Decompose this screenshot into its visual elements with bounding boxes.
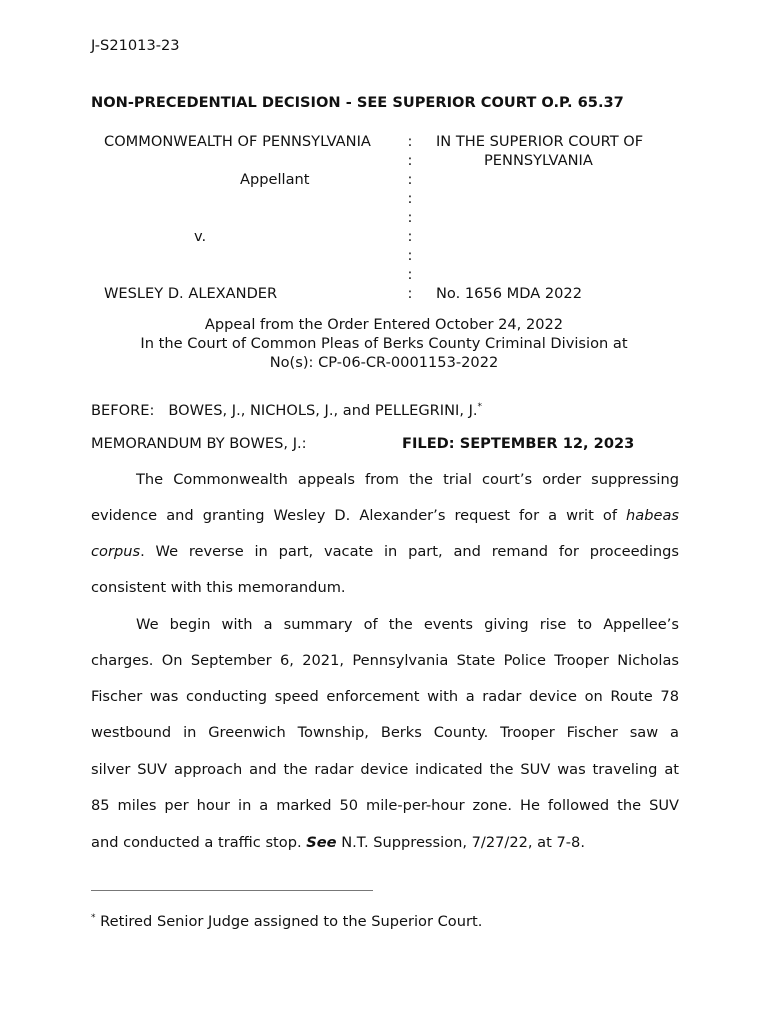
filed-date: FILED: SEPTEMBER 12, 2023 bbox=[402, 435, 635, 452]
plaintiff-role: Appellant bbox=[240, 171, 310, 188]
footnote-divider bbox=[91, 890, 373, 891]
defendant-name: WESLEY D. ALEXANDER bbox=[104, 285, 278, 302]
panel-judges: BOWES, J., NICHOLS, J., and PELLEGRINI, J. bbox=[168, 402, 478, 419]
body-text: N.T. Suppression, 7/27/22, at 7-8. bbox=[336, 834, 585, 851]
caption-colon: : bbox=[407, 228, 413, 245]
caption-colon: : bbox=[407, 152, 413, 169]
body-text: . We reverse in part, vacate in part, and remand for proceedings bbox=[140, 543, 679, 560]
body-line: consistent with this memorandum. bbox=[91, 579, 346, 596]
body-line: We begin with a summary of the events giving rise to Appellee’s bbox=[136, 616, 679, 633]
footnote bbox=[91, 913, 482, 930]
caption-divider bbox=[404, 132, 416, 303]
appeal-info bbox=[91, 315, 677, 372]
versus-label: v. bbox=[194, 228, 207, 245]
body-text: and conducted a traffic stop. bbox=[91, 834, 307, 851]
body-line bbox=[91, 543, 679, 560]
case-number: No. 1656 MDA 2022 bbox=[436, 285, 582, 302]
body-line bbox=[91, 507, 679, 524]
body-line bbox=[91, 834, 585, 851]
caption-colon: : bbox=[407, 190, 413, 207]
citation-signal: See bbox=[306, 834, 337, 851]
body-line: silver SUV approach and the radar device indicated the SUV was traveling at bbox=[91, 761, 679, 778]
body-text: evidence and granting Wesley D. Alexander’s request for a writ of bbox=[91, 507, 617, 524]
court-name-line1: IN THE SUPERIOR COURT OF bbox=[436, 133, 644, 150]
nonprecedential-notice: NON-PRECEDENTIAL DECISION - SEE SUPERIOR COURT O.P. 65.37 bbox=[91, 94, 624, 111]
footnote-text: Retired Senior Judge assigned to the Superior Court. bbox=[95, 913, 483, 930]
caption-colon: : bbox=[407, 133, 413, 150]
caption-colon: : bbox=[407, 285, 413, 302]
court-name-line2: PENNSYLVANIA bbox=[484, 152, 593, 169]
docket-number: J-S21013-23 bbox=[91, 37, 180, 54]
italic-term: corpus bbox=[91, 543, 141, 560]
appeal-line: Appeal from the Order Entered October 24, 2022 bbox=[204, 316, 564, 333]
body-line: The Commonwealth appeals from the trial court’s order suppressing bbox=[136, 471, 679, 488]
footnote-mark: * bbox=[91, 913, 96, 924]
appeal-line: No(s): CP-06-CR-0001153-2022 bbox=[269, 354, 499, 371]
caption-colon: : bbox=[407, 209, 413, 226]
body-line: Fischer was conducting speed enforcement with a radar device on Route 78 bbox=[91, 688, 679, 705]
caption-colon: : bbox=[407, 171, 413, 188]
before-line bbox=[91, 402, 482, 419]
body-line: 85 miles per hour in a marked 50 mile-per-hour zone. He followed the SUV bbox=[91, 797, 679, 814]
appeal-line: In the Court of Common Pleas of Berks County Criminal Division at bbox=[140, 335, 628, 352]
plaintiff-name: COMMONWEALTH OF PENNSYLVANIA bbox=[104, 133, 371, 150]
memorandum-author: MEMORANDUM BY BOWES, J.: bbox=[91, 435, 307, 452]
caption-colon: : bbox=[407, 266, 413, 283]
italic-term: habeas bbox=[626, 507, 680, 524]
body-line: charges. On September 6, 2021, Pennsylvania State Police Trooper Nicholas bbox=[91, 652, 679, 669]
footnote-marker[interactable]: * bbox=[477, 402, 483, 413]
body-line: westbound in Greenwich Township, Berks County. Trooper Fischer saw a bbox=[91, 724, 679, 741]
caption-colon: : bbox=[407, 247, 413, 264]
before-label: BEFORE: bbox=[91, 402, 155, 419]
